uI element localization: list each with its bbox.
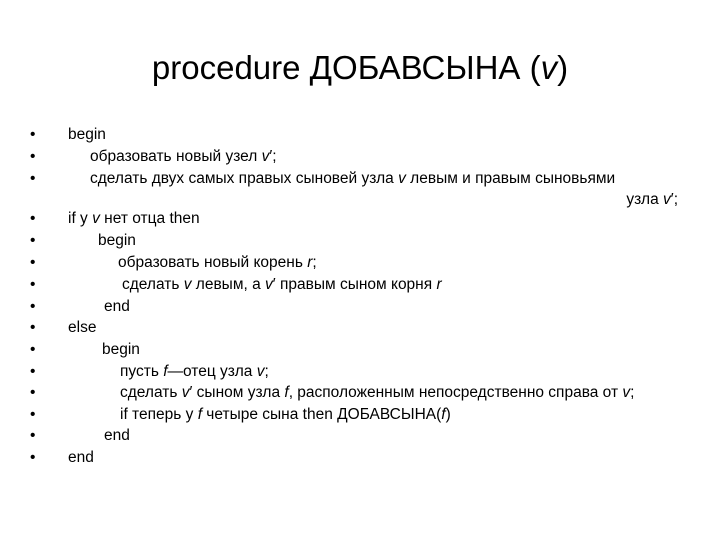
bullet: • [30, 319, 36, 336]
bullet: • [30, 384, 36, 401]
code-line-2 [0, 146, 720, 168]
code-line-9 [0, 317, 720, 339]
line-text: сделать v левым, а v′ правым сыном корня r [122, 276, 442, 293]
line-text: begin [68, 126, 106, 143]
bullet: • [30, 341, 36, 358]
line-text: else [68, 319, 97, 336]
bullet: • [30, 254, 36, 271]
line-text: begin [102, 341, 140, 358]
bullet: • [30, 276, 36, 293]
bullet: • [30, 232, 36, 249]
line-text: if теперь у f четыре сына then ДОБАВСЫНА(f) [120, 406, 451, 423]
title-close: ) [557, 49, 569, 86]
code-line-12 [0, 382, 720, 404]
bullet: • [30, 298, 36, 315]
line-text: end [104, 298, 130, 315]
line-text: if у v нет отца then [68, 210, 200, 227]
bullet: • [30, 126, 36, 143]
line-text: begin [98, 232, 136, 249]
line-text: сделать двух самых правых сыновей узла v левым и правым сыновьями [90, 170, 616, 187]
line-text: узла v′; [626, 191, 678, 208]
code-line-14 [0, 425, 720, 447]
line-text: end [68, 449, 94, 466]
bullet: • [30, 170, 36, 187]
code-line-1 [0, 124, 720, 146]
line-text: образовать новый корень r; [118, 254, 317, 271]
code-line-6 [0, 252, 720, 274]
bullet: • [30, 427, 36, 444]
code-line-11 [0, 361, 720, 383]
code-line-13 [0, 404, 720, 426]
line-text: сделать v′ сыном узла f, расположенным непосредственно справа от v; [120, 384, 635, 401]
bullet: • [30, 148, 36, 165]
title-arg: v [540, 49, 558, 86]
line-text: пусть f—отец узла v; [120, 363, 269, 380]
bullet: • [30, 406, 36, 423]
line-text: end [104, 427, 130, 444]
bullet: • [30, 449, 36, 466]
code-line-10 [0, 339, 720, 361]
code-line-15 [0, 447, 720, 469]
code-line-4 [0, 208, 720, 230]
line-text: образовать новый узел v′; [90, 148, 277, 165]
code-line-7 [0, 274, 720, 296]
code-line-3 [0, 168, 720, 190]
bullet: • [30, 363, 36, 380]
code-line-5 [0, 230, 720, 252]
bullet: • [30, 210, 36, 227]
title-text: procedure ДОБАВСЫНА ( [151, 49, 541, 86]
code-line-8 [0, 296, 720, 318]
